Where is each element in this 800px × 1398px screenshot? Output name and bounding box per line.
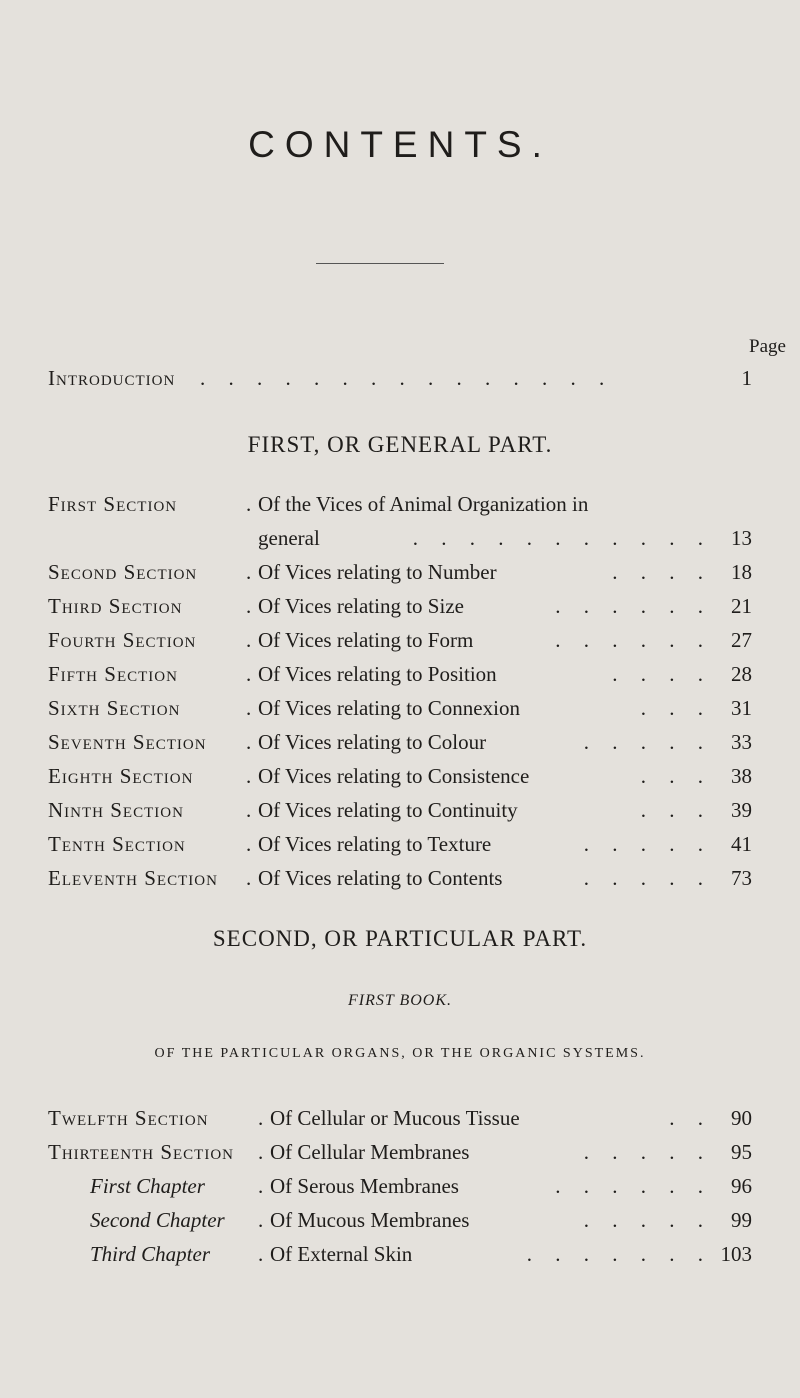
toc-leader-dots: . . . . .	[583, 832, 712, 856]
toc-section-label: Tenth Section	[48, 832, 186, 856]
toc-entry-title: Of Cellular Membranes	[270, 1140, 470, 1164]
toc-section-label: Sixth Section	[48, 696, 181, 720]
toc-entry-title: general	[258, 526, 320, 550]
toc-separator: .	[246, 560, 252, 584]
toc-separator: .	[258, 1242, 264, 1266]
book-title: FIRST BOOK.	[347, 992, 453, 1009]
introduction-row	[0, 366, 800, 400]
toc-section-label: Fifth Section	[48, 662, 178, 686]
toc-page-number: 73	[731, 866, 752, 890]
toc-row	[0, 526, 800, 560]
toc-leader-dots: . . .	[640, 764, 712, 788]
toc-separator: .	[258, 1208, 264, 1232]
toc-page-number: 90	[731, 1106, 752, 1130]
toc-separator: .	[246, 730, 252, 754]
toc-leader-dots: . . .	[640, 696, 712, 720]
toc-leader-dots: . . . . .	[583, 1140, 712, 1164]
toc-separator: .	[258, 1174, 264, 1198]
toc-entry-title: Of External Skin	[270, 1242, 413, 1266]
toc-separator: .	[246, 764, 252, 788]
toc-section-label: Twelfth Section	[48, 1106, 209, 1130]
toc-section-label: Third Section	[48, 594, 183, 618]
toc-page-number: 13	[731, 526, 752, 550]
toc-leader-dots: . . . . .	[583, 866, 712, 890]
toc-row	[0, 866, 800, 900]
toc-row	[0, 628, 800, 662]
toc-page-number: 96	[731, 1174, 752, 1198]
page-column-label: Page	[749, 336, 786, 357]
toc-separator: .	[258, 1106, 264, 1130]
toc-entry-title: Of Vices relating to Position	[258, 662, 497, 686]
toc-entry-title: Of Vices relating to Consistence	[258, 764, 530, 788]
toc-entry-title: Of Vices relating to Colour	[258, 730, 487, 754]
toc-leader-dots: . .	[669, 1106, 712, 1130]
toc-row	[0, 560, 800, 594]
toc-leader-dots: . . . . . . . . . . .	[412, 526, 712, 550]
toc-page-number: 41	[731, 832, 752, 856]
toc-page-number: 103	[720, 1242, 752, 1266]
toc-leader-dots: . . . .	[612, 662, 712, 686]
toc-separator: .	[246, 628, 252, 652]
toc-page-number: 38	[731, 764, 752, 788]
toc-leader-dots: . . . . . .	[555, 628, 712, 652]
toc-page-number: 31	[731, 696, 752, 720]
introduction-label: Introduction	[48, 366, 176, 390]
toc-section-label: First Section	[48, 492, 178, 516]
toc-row	[0, 764, 800, 798]
part1-heading: FIRST, OR GENERAL PART.	[247, 432, 553, 457]
toc-section-label: Ninth Section	[48, 798, 184, 822]
toc-leader-dots: . . .	[640, 798, 712, 822]
toc-section-label: Second Chapter	[90, 1208, 225, 1232]
toc-row	[0, 730, 800, 764]
book-subtitle: OF THE PARTICULAR ORGANS, OR THE ORGANIC SYSTEMS.	[154, 1046, 646, 1061]
toc-entry-title: Of Serous Membranes	[270, 1174, 459, 1198]
toc-section-label: Seventh Section	[48, 730, 207, 754]
toc-section-label: Third Chapter	[90, 1242, 210, 1266]
toc-row	[0, 696, 800, 730]
toc-row	[0, 798, 800, 832]
toc-entry-title: Of Vices relating to Continuity	[258, 798, 518, 822]
toc-entry-title: Of Vices relating to Connexion	[258, 696, 520, 720]
toc-leader-dots: . . . . .	[583, 730, 712, 754]
page-title: CONTENTS.	[248, 124, 552, 165]
toc-row	[0, 832, 800, 866]
toc-row	[0, 1208, 800, 1242]
toc-leader-dots: . . . . . .	[555, 594, 712, 618]
part2-heading: SECOND, OR PARTICULAR PART.	[212, 926, 588, 951]
toc-page-number: 27	[731, 628, 752, 652]
toc-page-number: 21	[731, 594, 752, 618]
toc-section-label: Eighth Section	[48, 764, 194, 788]
toc-section-label: First Chapter	[90, 1174, 205, 1198]
toc-section-label: Thirteenth Section	[48, 1140, 234, 1164]
toc-leader-dots: . . . . . . .	[526, 1242, 712, 1266]
toc-row	[0, 662, 800, 696]
toc-separator: .	[246, 866, 252, 890]
toc-page-number: 39	[731, 798, 752, 822]
toc-entry-title: Of Vices relating to Texture	[258, 832, 492, 856]
toc-entry-title: Of the Vices of Animal Organization in	[258, 492, 589, 516]
toc-page-number: 28	[731, 662, 752, 686]
toc-separator: .	[258, 1140, 264, 1164]
toc-page-number: 99	[731, 1208, 752, 1232]
toc-section-label: Second Section	[48, 560, 198, 584]
toc-page-number: 95	[731, 1140, 752, 1164]
toc-row	[0, 1140, 800, 1174]
toc-entry-title: Of Vices relating to Contents	[258, 866, 503, 890]
toc-separator: .	[246, 662, 252, 686]
introduction-page: 1	[741, 366, 752, 390]
toc-row	[0, 1106, 800, 1140]
toc-separator: .	[246, 492, 252, 516]
toc-row	[0, 1174, 800, 1208]
toc-leader-dots: . . . . .	[583, 1208, 712, 1232]
toc-section-label: Eleventh Section	[48, 866, 218, 890]
toc-leader-dots: . . . . . .	[555, 1174, 712, 1198]
toc-leader-dots: . . . .	[612, 560, 712, 584]
toc-page-number: 18	[731, 560, 752, 584]
toc-row	[0, 594, 800, 628]
toc-entry-title: Of Vices relating to Number	[258, 560, 497, 584]
toc-separator: .	[246, 696, 252, 720]
toc-entry-title: Of Vices relating to Size	[258, 594, 464, 618]
toc-entry-title: Of Mucous Membranes	[270, 1208, 470, 1232]
toc-page-number: 33	[731, 730, 752, 754]
introduction-leader: . . . . . . . . . . . . . . .	[200, 366, 614, 390]
toc-section-label: Fourth Section	[48, 628, 197, 652]
toc-row	[0, 1242, 800, 1276]
toc-entry-title: Of Vices relating to Form	[258, 628, 474, 652]
title-rule	[316, 263, 444, 264]
toc-entry-title: Of Cellular or Mucous Tissue	[270, 1106, 520, 1130]
toc-separator: .	[246, 798, 252, 822]
toc-separator: .	[246, 832, 252, 856]
toc-row	[0, 492, 800, 526]
toc-separator: .	[246, 594, 252, 618]
